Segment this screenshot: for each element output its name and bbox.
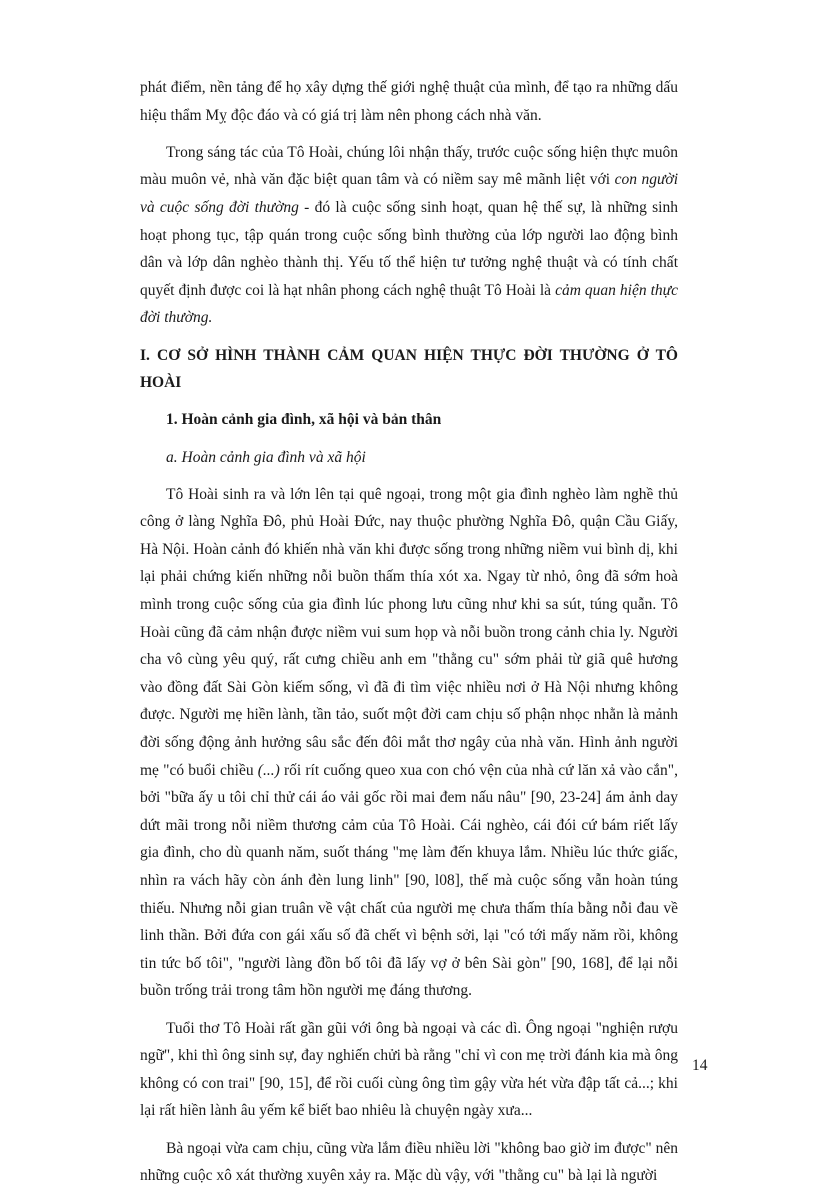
subsubsection-heading: a. Hoàn cảnh gia đình và xã hội xyxy=(166,448,366,466)
subsection-heading: 1. Hoàn cảnh gia đình, xã hội và bản thân xyxy=(166,411,442,429)
paragraph-grandmother: Bà ngoại vừa cam chịu, cũng vừa lắm điều nhiều lời "không bao giờ im được" nên những cuộc xô xát thường xuyên xảy ra. Mặc dù vậy, với "thằng cu" bà lại là người xyxy=(140,1139,678,1185)
paragraph-thesis xyxy=(140,139,678,332)
text-run: - đó là cuộc sống sinh hoạt, quan hệ thế sự, là những sinh hoạt phong tục, tập quán trong cuộc sống bình thường của lớp người lao động bình dân và lớp dân nghèo thành thị. Yếu tố thể hiện tư tưởng nghệ thuật và có tính chất quyết định được coi là hạt nhân phong cách nghệ thuật Tô Hoài là xyxy=(140,198,678,299)
text-run: Trong sáng tác của Tô Hoài, chúng lôi nhận thấy, trước cuộc sống hiện thực muôn màu muôn vẻ, nhà văn đặc biệt quan tâm và có niềm say mê mãnh liệt với xyxy=(140,143,678,189)
paragraph-grandparents: Tuổi thơ Tô Hoài rất gần gũi với ông bà ngoại và các dì. Ông ngoại "nghiện rượu ngữ", khi thì ông sinh sự, đay nghiến chửi bà rằng "chỉ vì con mẹ trời đánh kia mà ông không có con trai" [90, 15], để rồi cuối cùng ông tìm gậy vừa hét vừa đập tất cả...; khi lại rất hiền lành âu yếm kể biết bao nhiêu là chuyện ngày xưa... xyxy=(140,1019,678,1120)
section-heading: I. CƠ SỞ HÌNH THÀNH CẢM QUAN HIỆN THỰC ĐỜI THƯỜNG Ở TÔ HOÀI xyxy=(140,346,678,392)
page-number: 14 xyxy=(692,1057,708,1074)
paragraph-intro-continuation: phát điểm, nền tảng để họ xây dựng thế giới nghệ thuật của mình, để tạo ra những dấu hiệu thẩm Mỵ độc đáo và có giá trị làm nên phong cách nhà văn. xyxy=(140,79,678,124)
text-run: rối rít cuống queo xua con chó vện của nhà cứ lăn xả vào cắn", bởi "bữa ấy u tôi chỉ thử cái áo vải gốc rồi mai đem nấu nâu" [90, 23-24] ám ảnh day dứt mãi trong nỗi niềm thương cảm của Tô Hoài. Cái nghèo, cái đói cứ bám riết lấy gia đình, cho dù quanh năm, suốt tháng "mẹ làm đến khuya lắm. Nhiều lúc thức giấc, nhìn ra vách hãy còn ánh đèn lung linh" [90, l08], thế mà cuộc sống vẫn hoàn túng thiếu. Nhưng nỗi gian truân về vật chất của người mẹ chưa thấm thía bằng nỗi đau về linh thần. Bởi đứa con gái xấu số đã chết vì bệnh sởi, lại "có tới mấy năm rồi, không tin tức bố tôi", "người làng đồn bố tôi đã lấy vợ ở bên Sài gòn" [90, 168], để lại nỗi buồn trống trải trong tâm hồn người mẹ đáng thương. xyxy=(140,761,678,1000)
page-body xyxy=(140,74,678,1199)
italic-emphasis: con người và cuộc sống đời thường xyxy=(140,171,678,216)
italic-emphasis: (...) xyxy=(257,761,280,779)
italic-emphasis: cảm quan hiện thực đời thường. xyxy=(140,281,679,327)
paragraph-family-background xyxy=(140,481,678,1005)
text-run: Tô Hoài sinh ra và lớn lên tại quê ngoại, trong một gia đình nghèo làm nghề thủ công ở làng Nghĩa Đô, phủ Hoài Đức, nay thuộc phường Nghĩa Đô, quận Cầu Giấy, Hà Nội. Hoàn cảnh đó khiến nhà văn khi được sống trong những niềm vui bình dị, khi lại phải chứng kiến những nỗi buồn thấm thía xót xa. Ngay từ nhỏ, ông đã sớm hoà mình trong cuộc sống của gia đình lúc phong lưu cũng như khi sa sút, túng quẫn. Tô Hoài cũng đã cảm nhận được niềm vui sum họp và nỗi buồn trong cảnh chia ly. Người cha vô cùng yêu quý, rất cưng chiều anh em "thằng cu" sớm phải từ giã quê hương vào đồng đất Sài Gòn kiếm sống, vì đã đi tìm việc nhiều nơi ở Hà Nội nhưng không được. Người mẹ hiền lành, tần tảo, suốt một đời cam chịu số phận nhọc nhằn là mảnh đời sống động ảnh hưởng sâu sắc đến đôi mắt thơ ngây của nhà văn. Hình ảnh người mẹ "có buổi chiều xyxy=(140,485,678,779)
